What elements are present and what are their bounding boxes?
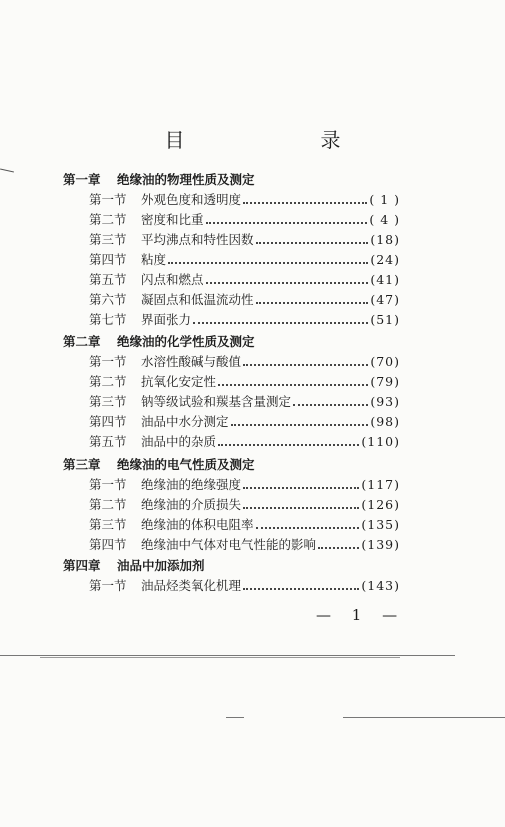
margin-mark xyxy=(0,169,14,173)
toc-entry[interactable] xyxy=(89,249,400,269)
chapter-title: 油品中加添加剂 xyxy=(117,558,205,573)
section-page: (79) xyxy=(370,373,400,389)
page-title: 目 录 xyxy=(164,128,399,152)
section-title: 抗氧化安定性 xyxy=(141,374,217,389)
section-number: 第五节 xyxy=(89,434,127,449)
section-page: (110) xyxy=(361,433,400,449)
chapter-title: 绝缘油的电气性质及测定 xyxy=(117,457,255,472)
scan-artifact-line xyxy=(40,657,400,658)
section-number: 第七节 xyxy=(89,312,127,327)
chapter-number: 第三章 xyxy=(63,457,101,472)
dot-leader xyxy=(243,361,368,366)
section-page: (143) xyxy=(361,577,400,593)
section-title: 钠等级试验和羰基含量测定 xyxy=(141,394,292,409)
section-title: 平均沸点和特性因数 xyxy=(141,232,254,247)
section-title: 绝缘油的绝缘强度 xyxy=(141,477,242,492)
section-number: 第二节 xyxy=(89,374,127,389)
section-title: 水溶性酸碱与酸值 xyxy=(141,354,242,369)
dot-leader xyxy=(243,484,359,489)
section-page: (117) xyxy=(361,476,400,492)
section-page: ( 4 ) xyxy=(369,211,400,227)
toc-entry[interactable] xyxy=(89,514,400,534)
section-number: 第三节 xyxy=(89,517,127,532)
dot-leader xyxy=(206,279,369,284)
section-title: 绝缘油的介质损失 xyxy=(141,497,242,512)
scan-artifact-line xyxy=(226,717,244,718)
section-number: 第五节 xyxy=(89,272,127,287)
section-page: (41) xyxy=(370,271,400,287)
chapter-heading-4[interactable] xyxy=(63,556,205,574)
dot-leader xyxy=(168,259,368,264)
chapter-heading-1[interactable] xyxy=(63,170,255,188)
section-page: (126) xyxy=(361,496,400,512)
dot-leader xyxy=(318,544,359,549)
toc-entry[interactable] xyxy=(89,309,400,329)
section-number: 第四节 xyxy=(89,252,127,267)
dot-leader xyxy=(243,504,359,509)
section-title: 闪点和燃点 xyxy=(141,272,204,287)
toc-entry[interactable] xyxy=(89,534,400,554)
section-title: 绝缘油中气体对电气性能的影响 xyxy=(141,537,317,552)
toc-entry[interactable] xyxy=(89,289,400,309)
section-title: 油品烃类氧化机理 xyxy=(141,578,242,593)
toc-entry[interactable] xyxy=(89,269,400,289)
toc-entry[interactable] xyxy=(89,229,400,249)
chapter-number: 第二章 xyxy=(63,334,101,349)
section-number: 第六节 xyxy=(89,292,127,307)
section-number: 第二节 xyxy=(89,497,127,512)
chapter-heading-2[interactable] xyxy=(63,332,255,350)
section-title: 界面张力 xyxy=(141,312,192,327)
section-number: 第一节 xyxy=(89,192,127,207)
section-page: (47) xyxy=(370,291,400,307)
scan-artifact-line xyxy=(0,655,455,656)
dot-leader xyxy=(231,421,369,426)
chapter-number: 第一章 xyxy=(63,172,101,187)
section-title: 油品中水分测定 xyxy=(141,414,229,429)
section-title: 密度和比重 xyxy=(141,212,204,227)
toc-entry[interactable] xyxy=(89,351,400,371)
chapter-heading-3[interactable] xyxy=(63,455,255,473)
section-page: (24) xyxy=(370,251,400,267)
dot-leader xyxy=(256,524,360,529)
section-page: (93) xyxy=(370,393,400,409)
dot-leader xyxy=(193,319,368,324)
toc-entry[interactable] xyxy=(89,189,400,209)
dot-leader xyxy=(218,441,359,446)
section-number: 第一节 xyxy=(89,477,127,492)
section-number: 第二节 xyxy=(89,212,127,227)
dot-leader xyxy=(256,299,369,304)
toc-entry[interactable] xyxy=(89,411,400,431)
section-number: 第三节 xyxy=(89,394,127,409)
toc-entry[interactable] xyxy=(89,494,400,514)
chapter-title: 绝缘油的化学性质及测定 xyxy=(117,334,255,349)
section-title: 绝缘油的体积电阻率 xyxy=(141,517,254,532)
section-title: 外观色度和透明度 xyxy=(141,192,242,207)
chapter-number: 第四章 xyxy=(63,558,101,573)
section-title: 油品中的杂质 xyxy=(141,434,217,449)
section-page: (70) xyxy=(370,353,400,369)
section-title: 粘度 xyxy=(141,252,167,267)
section-page: (135) xyxy=(361,516,400,532)
toc-entry[interactable] xyxy=(89,575,400,595)
dot-leader xyxy=(243,199,367,204)
toc-entry[interactable] xyxy=(89,371,400,391)
section-number: 第四节 xyxy=(89,414,127,429)
section-number: 第一节 xyxy=(89,354,127,369)
dot-leader xyxy=(206,219,368,224)
toc-entry[interactable] xyxy=(89,391,400,411)
section-page: (98) xyxy=(370,413,400,429)
dot-leader xyxy=(243,585,359,590)
section-page: (51) xyxy=(370,311,400,327)
dot-leader xyxy=(218,381,368,386)
toc-entry[interactable] xyxy=(89,474,400,494)
scan-artifact-line xyxy=(343,717,505,718)
section-page: (18) xyxy=(370,231,400,247)
section-page: ( 1 ) xyxy=(369,191,400,207)
section-page: (139) xyxy=(361,536,400,552)
page-number: — 1 — xyxy=(316,606,406,624)
chapter-title: 绝缘油的物理性质及测定 xyxy=(117,172,255,187)
section-number: 第三节 xyxy=(89,232,127,247)
section-number: 第四节 xyxy=(89,537,127,552)
section-number: 第一节 xyxy=(89,578,127,593)
toc-entry[interactable] xyxy=(89,209,400,229)
toc-entry[interactable] xyxy=(89,431,400,451)
dot-leader xyxy=(293,401,368,406)
section-title: 凝固点和低温流动性 xyxy=(141,292,254,307)
dot-leader xyxy=(256,239,369,244)
